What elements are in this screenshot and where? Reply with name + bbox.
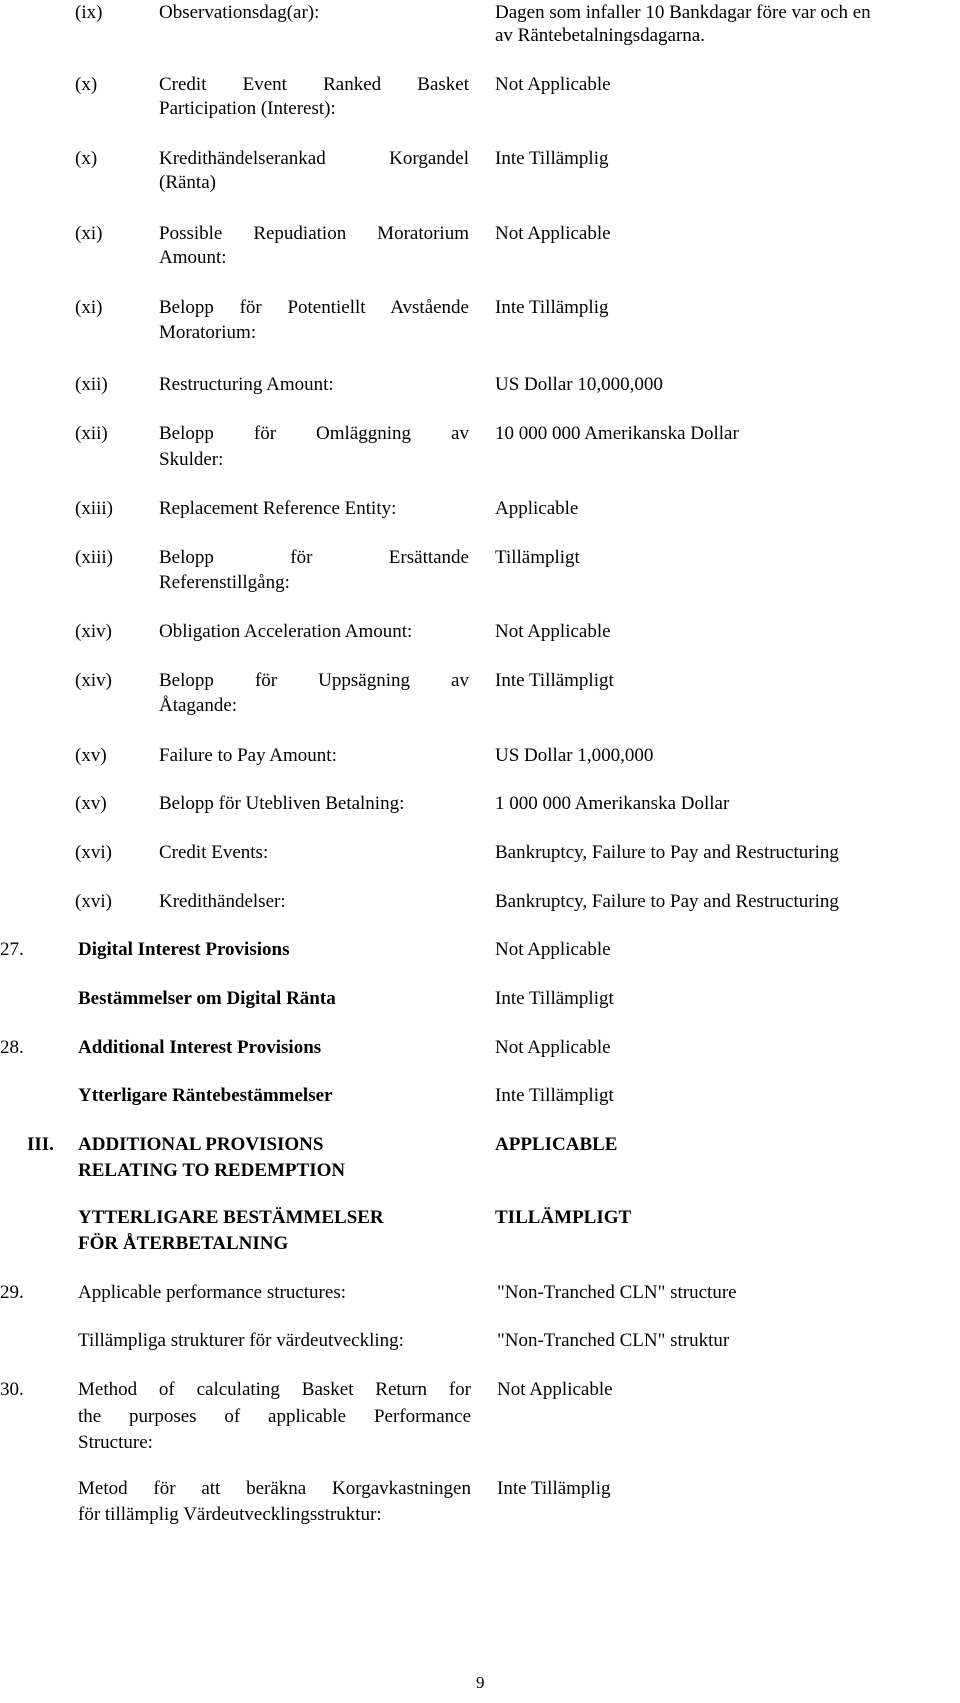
section-title-cont: the purposes of applicable Performance <box>78 1406 471 1427</box>
section-value-sv: "Non-Tranched CLN" struktur <box>497 1330 730 1351</box>
item-number: (xiv) <box>75 621 112 642</box>
item-number: (xiv) <box>75 670 112 691</box>
item-value: Inte Tillämplig <box>495 148 609 169</box>
item-value: 10 000 000 Amerikanska Dollar <box>495 423 739 444</box>
item-number: (xii) <box>75 374 108 395</box>
section-title-sv: Bestämmelser om Digital Ränta <box>78 988 336 1009</box>
item-label-cont: Åtagande: <box>159 695 238 716</box>
section-title: Method of calculating Basket Return for <box>78 1379 471 1400</box>
item-label: Replacement Reference Entity: <box>159 498 397 519</box>
section-title-sv-cont: FÖR ÅTERBETALNING <box>78 1233 289 1254</box>
section-number: 27. <box>0 939 24 960</box>
item-value: US Dollar 1,000,000 <box>495 745 654 766</box>
section-title-sv: Metod för att beräkna Korgavkastningen <box>78 1478 471 1499</box>
item-value: Dagen som infaller 10 Bankdagar före var och en <box>495 2 871 23</box>
item-number: (xvi) <box>75 842 112 863</box>
item-number: (xi) <box>75 223 103 244</box>
item-label: Belopp för Ersättande <box>159 547 469 568</box>
section-number: 29. <box>0 1282 24 1303</box>
section-title: Additional Interest Provisions <box>78 1037 322 1058</box>
item-value: Inte Tillämplig <box>495 297 609 318</box>
item-label-cont: (Ränta) <box>159 172 216 193</box>
item-number: (xiii) <box>75 547 113 568</box>
page-number: 9 <box>476 1673 485 1692</box>
item-value: US Dollar 10,000,000 <box>495 374 663 395</box>
item-number: (x) <box>75 148 98 169</box>
item-number: (x) <box>75 74 98 95</box>
section-title-sv: Tillämpliga strukturer för värdeutveckling: <box>78 1330 404 1351</box>
item-label-cont: Moratorium: <box>159 322 257 343</box>
item-label: Possible Repudiation Moratorium <box>159 223 469 244</box>
item-label: Belopp för Omläggning av <box>159 423 469 444</box>
item-value: Not Applicable <box>495 74 611 95</box>
item-number: (ix) <box>75 2 103 23</box>
section-title: ADDITIONAL PROVISIONS <box>78 1134 324 1155</box>
section-title-sv: YTTERLIGARE BESTÄMMELSER <box>78 1207 384 1228</box>
section-value-sv: Inte Tillämpligt <box>495 988 614 1009</box>
item-label: Belopp för Uppsägning av <box>159 670 469 691</box>
item-number: (xii) <box>75 423 108 444</box>
item-label: Restructuring Amount: <box>159 374 334 395</box>
item-label-cont: Participation (Interest): <box>159 98 336 119</box>
item-value: Bankruptcy, Failure to Pay and Restructuring <box>495 891 839 912</box>
section-title-cont: Structure: <box>78 1432 153 1453</box>
section-title: Applicable performance structures: <box>78 1282 346 1303</box>
section-value: Not Applicable <box>495 1037 611 1058</box>
item-label: Belopp för Utebliven Betalning: <box>159 793 405 814</box>
section-value: Not Applicable <box>497 1379 613 1400</box>
item-number: (xi) <box>75 297 103 318</box>
item-label-cont: Amount: <box>159 247 227 268</box>
item-number: (xv) <box>75 793 107 814</box>
item-label-cont: Skulder: <box>159 449 224 470</box>
item-label: Failure to Pay Amount: <box>159 745 337 766</box>
item-label: Belopp för Potentiellt Avstående <box>159 297 469 318</box>
item-label: Obligation Acceleration Amount: <box>159 621 413 642</box>
section-value-sv: TILLÄMPLIGT <box>495 1207 632 1228</box>
item-label-cont: Referenstillgång: <box>159 572 290 593</box>
item-value: Not Applicable <box>495 223 611 244</box>
section-title-cont: RELATING TO REDEMPTION <box>78 1160 346 1181</box>
item-value-cont: av Räntebetalningsdagarna. <box>495 25 705 46</box>
section-number: 30. <box>0 1379 24 1400</box>
item-label: Credit Event Ranked Basket <box>159 74 469 95</box>
item-number: (xiii) <box>75 498 113 519</box>
section-value: Not Applicable <box>495 939 611 960</box>
item-value: 1 000 000 Amerikanska Dollar <box>495 793 730 814</box>
item-value: Inte Tillämpligt <box>495 670 614 691</box>
section-value-sv: Inte Tillämplig <box>497 1478 611 1499</box>
section-value-sv: Inte Tillämpligt <box>495 1085 614 1106</box>
item-value: Tillämpligt <box>495 547 580 568</box>
item-label: Kredithändelser: <box>159 891 286 912</box>
item-label: Observationsdag(ar): <box>159 2 320 23</box>
item-value: Not Applicable <box>495 621 611 642</box>
section-number: III. <box>27 1134 54 1155</box>
section-title-sv-cont: för tillämplig Värdeutvecklingsstruktur: <box>78 1504 382 1525</box>
item-label: Kredithändelserankad Korgandel <box>159 148 469 169</box>
section-title: Digital Interest Provisions <box>78 939 290 960</box>
item-number: (xvi) <box>75 891 112 912</box>
item-value: Applicable <box>495 498 579 519</box>
item-number: (xv) <box>75 745 107 766</box>
item-label: Credit Events: <box>159 842 269 863</box>
section-title-sv: Ytterligare Räntebestämmelser <box>78 1085 333 1106</box>
item-value: Bankruptcy, Failure to Pay and Restructuring <box>495 842 839 863</box>
section-value: "Non-Tranched CLN" structure <box>497 1282 737 1303</box>
section-number: 28. <box>0 1037 24 1058</box>
section-value: APPLICABLE <box>495 1134 618 1155</box>
